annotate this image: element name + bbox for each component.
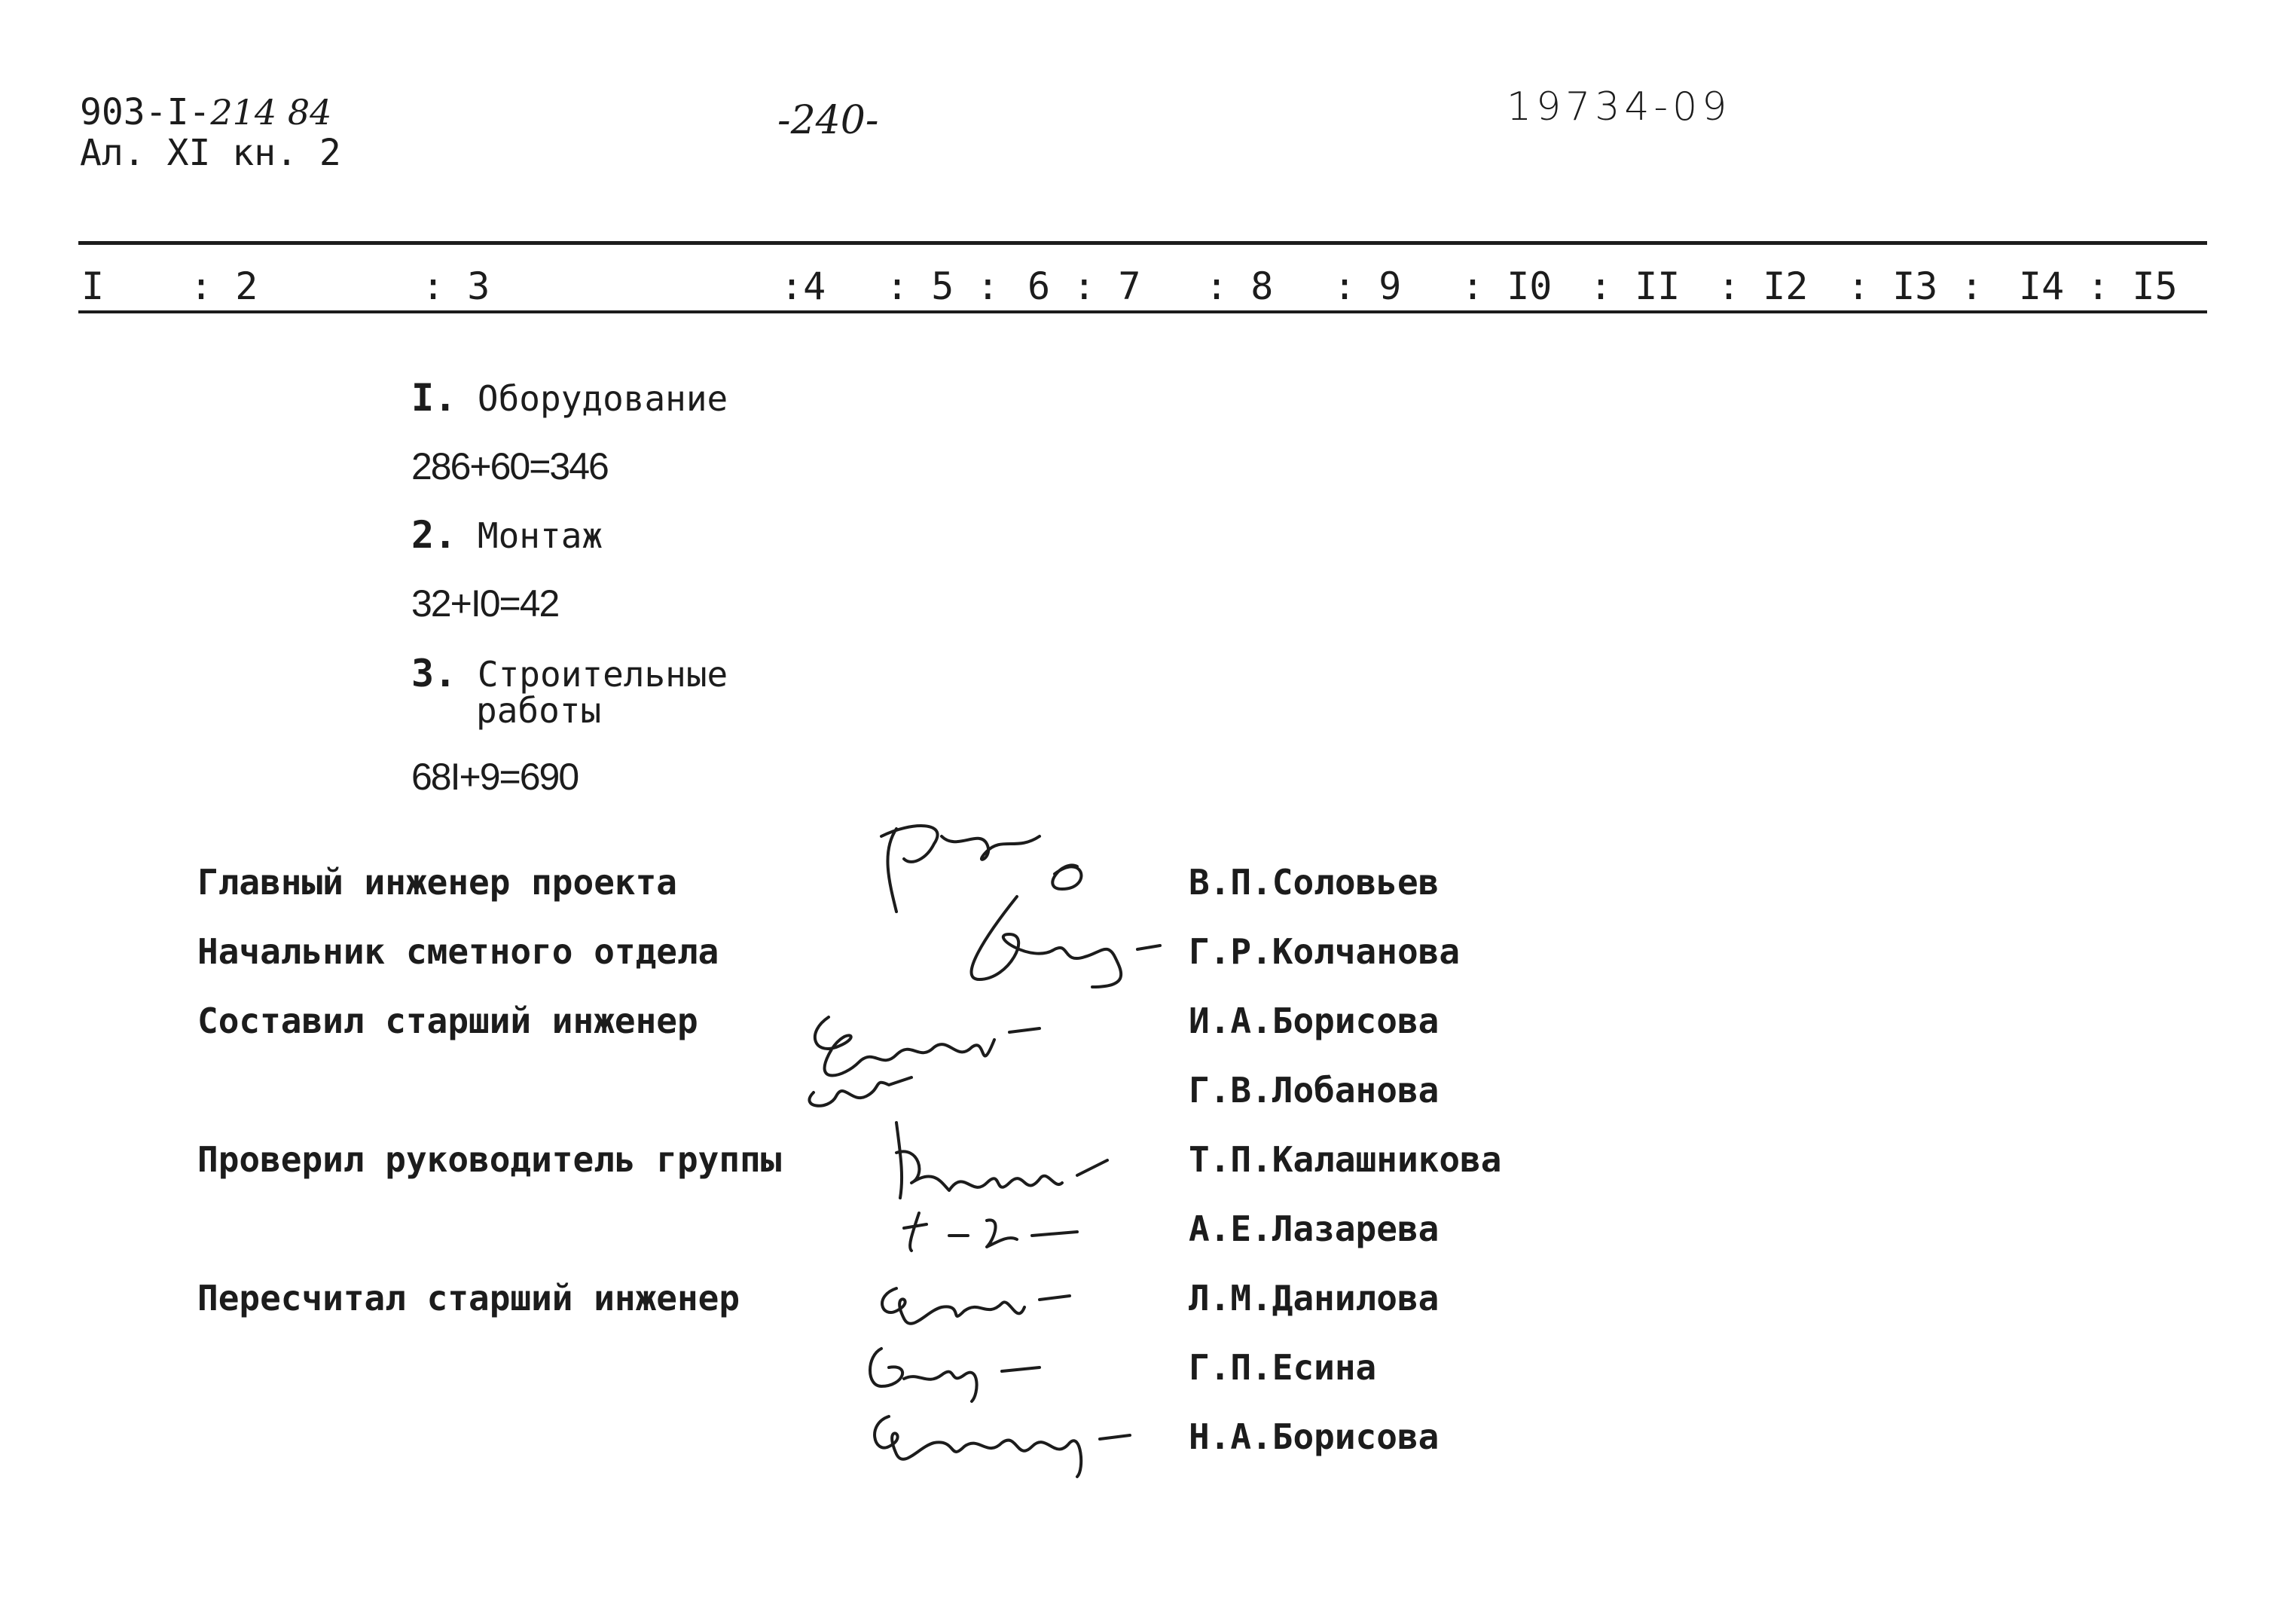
column-number: I4 : I5 (2019, 264, 2178, 308)
section-title: Монтаж (477, 515, 603, 556)
handwritten-signature (942, 889, 1168, 995)
column-number: I (81, 264, 105, 308)
column-number: : I0 (1461, 264, 1553, 308)
album-reference: Ал. XI кн. 2 (80, 132, 341, 174)
handwritten-signature (866, 1273, 1077, 1341)
section-number: I. (411, 376, 457, 420)
section-installation (411, 513, 603, 557)
signatory-role: Составил старший инженер (197, 1001, 698, 1041)
document-code-printed: 903-I- (80, 91, 211, 133)
signatory-name: Н.А.Борисова (1189, 1416, 1440, 1457)
section-title-line2: работы (476, 690, 602, 731)
column-number: : 3 (422, 264, 490, 308)
section-formula: 68I+9=690 (411, 756, 579, 798)
signatory-name: Г.В.Лобанова (1189, 1070, 1440, 1111)
handwritten-signature (881, 1108, 1115, 1221)
signatory-role: Проверил руководитель группы (197, 1139, 782, 1180)
page-number: -240- (777, 98, 879, 143)
section-formula: 32+I0=42 (411, 582, 559, 625)
signatory-name: Г.Р.Колчанова (1189, 931, 1461, 972)
section-formula: 286+60=346 (411, 445, 608, 487)
document-code-handwritten: 214 84 (210, 92, 332, 133)
header-rule-top (78, 241, 2207, 245)
header-rule-bottom (78, 310, 2207, 313)
inventory-number: 19734-09 (1507, 84, 1732, 130)
signatory-name: В.П.Соловьев (1189, 862, 1440, 903)
section-number: 3. (411, 652, 457, 695)
section-construction (411, 652, 728, 731)
signatory-name: А.Е.Лазарева (1189, 1208, 1440, 1249)
signatory-name: Т.П.Калашникова (1189, 1139, 1502, 1180)
section-equipment (411, 376, 728, 420)
column-number: 6 : 7 (1027, 264, 1141, 308)
handwritten-signature (896, 1205, 1092, 1258)
column-number: : I2 (1717, 264, 1809, 308)
handwritten-signature (798, 995, 1055, 1115)
signatory-name: Г.П.Есина (1189, 1347, 1377, 1388)
signatory-name: И.А.Борисова (1189, 1001, 1440, 1041)
signatory-role: Пересчитал старший инженер (197, 1278, 740, 1318)
column-number: :4 (780, 264, 826, 308)
section-title: Оборудование (477, 378, 728, 419)
document-code (80, 92, 331, 133)
column-number: : 8 (1205, 264, 1274, 308)
section-title: Строительные (477, 654, 728, 695)
column-number: : 2 (190, 264, 258, 308)
column-number: : 9 (1333, 264, 1402, 308)
handwritten-signature (859, 1341, 1055, 1409)
column-number: : 5 : (886, 264, 1000, 308)
signatory-role: Главный инженер проекта (197, 862, 677, 903)
column-number: : I3 : (1847, 264, 1983, 308)
signatory-role: Начальник сметного отдела (197, 931, 719, 972)
column-number: : II (1589, 264, 1681, 308)
section-number: 2. (411, 513, 457, 557)
signatory-name: Л.М.Данилова (1189, 1278, 1440, 1318)
handwritten-signature (859, 1401, 1145, 1484)
